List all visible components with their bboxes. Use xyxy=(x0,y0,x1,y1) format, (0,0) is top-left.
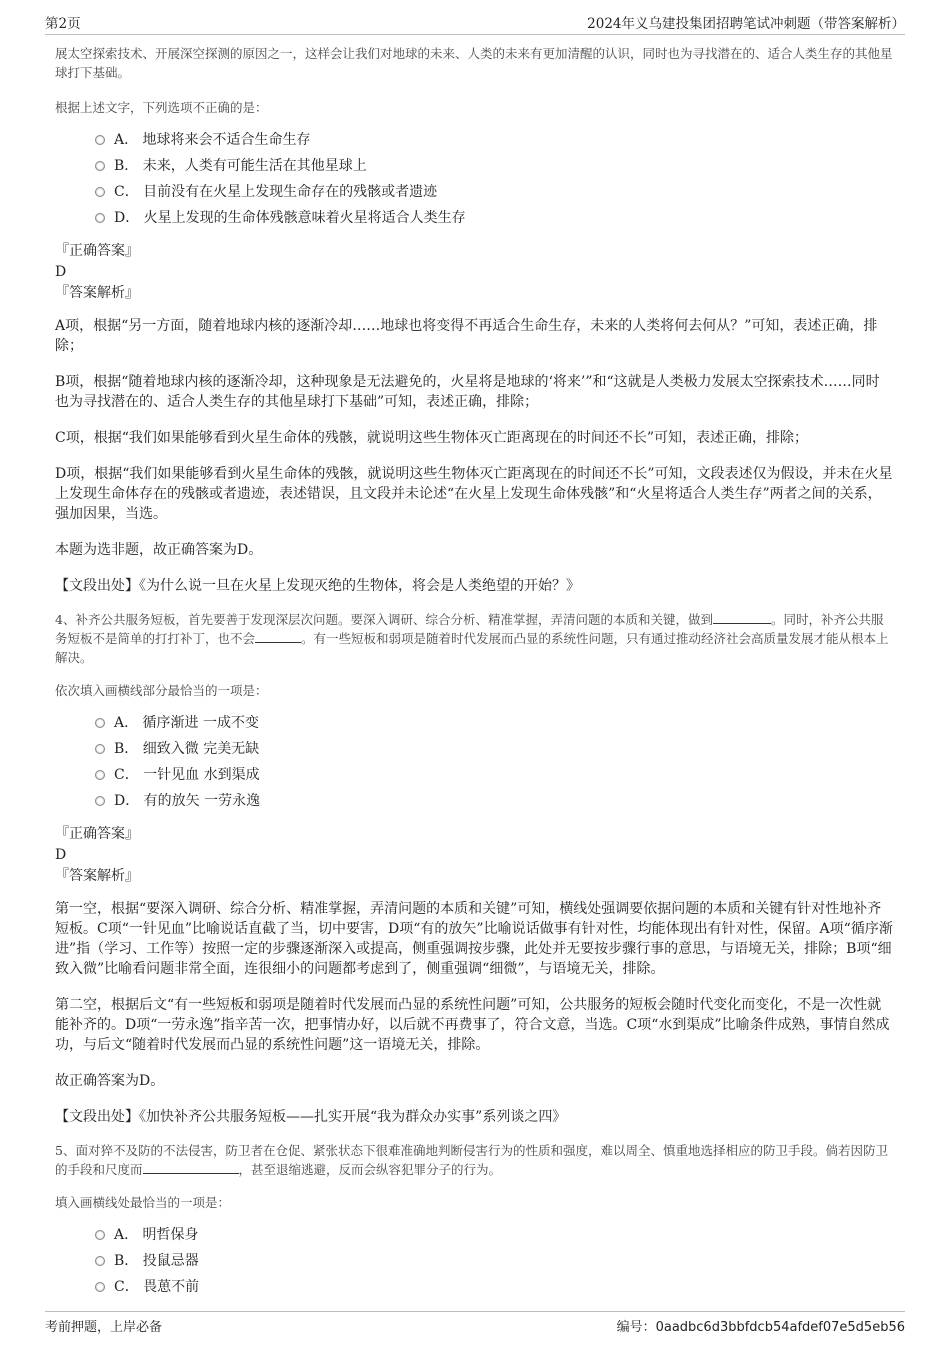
document-title: 2024年义乌建投集团招聘笔试冲刺题（带答案解析） xyxy=(587,16,905,32)
radio-icon[interactable] xyxy=(95,1230,105,1240)
radio-icon[interactable] xyxy=(95,213,105,223)
q3-source: 【文段出处】《为什么说一旦在火星上发现灭绝的生物体，将会是人类绝望的开始？》 xyxy=(55,578,580,594)
q5-option-c[interactable]: C． 畏葸不前 xyxy=(95,1274,893,1300)
page-header xyxy=(45,0,905,35)
answer-blank xyxy=(255,629,301,643)
q4-conclusion: 故正确答案为D。 xyxy=(55,1073,165,1089)
q3-answer-label: 『正确答案』 xyxy=(55,243,139,259)
q4-stem: 4、补齐公共服务短板，首先要善于发现深层次问题。要深入调研、综合分析、精准掌握，弄清问题的本质和关键，做到 。同时，补齐公共服务短板不是简单的打打补丁，也不会 。有一些短板和弱项是随着时代发展而凸显的系统性问题，只有通过推动经济社会高质量发展才能从根本上解决。 xyxy=(55,612,889,665)
radio-icon[interactable] xyxy=(95,770,105,780)
document-code: 编号：0aadbc6d3bbfdcb54afdef07e5d5eb56 xyxy=(616,1320,905,1335)
q5-prompt: 填入画横线处最恰当的一项是： xyxy=(55,1195,231,1210)
q4-options xyxy=(95,710,893,814)
q3-option-c[interactable]: C． 目前没有在火星上发现生命存在的残骸或者遗迹 xyxy=(95,179,893,205)
q3-option-a[interactable]: A． 地球将来会不适合生命生存 xyxy=(95,127,893,153)
q3-prompt: 根据上述文字，下列选项不正确的是： xyxy=(55,100,268,115)
q3-analysis-label: 『答案解析』 xyxy=(55,285,139,301)
radio-icon[interactable] xyxy=(95,796,105,806)
q4-answer: D xyxy=(55,847,67,863)
q4-option-a[interactable]: A． 循序渐进 一成不变 xyxy=(95,710,893,736)
q4-prompt: 依次填入画横线部分最恰当的一项是： xyxy=(55,683,268,698)
q4-analysis-blank-2: 第二空，根据后文“有一些短板和弱项是随着时代发展而凸显的系统性问题”可知，公共服务的短板会随时代变化而变化，不是一次性就能补齐的。D项“一劳永逸”指辛苦一次，把事情办好，以后就不再费事了，符合文意，当选。C项“水到渠成”比喻条件成熟，事情自然成功，与后文“随着时代发展而凸显的系统性问题”这一语境无关，排除。 xyxy=(55,997,890,1053)
q4-analysis-label: 『答案解析』 xyxy=(55,868,139,884)
page-footer xyxy=(45,1311,905,1342)
radio-icon[interactable] xyxy=(95,1282,105,1292)
page-number: 第2页 xyxy=(45,16,81,32)
radio-icon[interactable] xyxy=(95,718,105,728)
q4-option-d[interactable]: D． 有的放矢 一劳永逸 xyxy=(95,788,893,814)
q5-option-b[interactable]: B． 投鼠忌器 xyxy=(95,1248,893,1274)
question-4 xyxy=(55,610,893,1127)
q5-stem: 5、面对猝不及防的不法侵害，防卫者在仓促、紧张状态下很难准确地判断侵害行为的性质和强度，难以周全、慎重地选择相应的防卫手段。倘若因防卫的手段和尺度而 ，甚至退缩逃避，反而会纵容犯罪分子的行为。 xyxy=(55,1143,888,1177)
q4-source: 【文段出处】《加快补齐公共服务短板——扎实开展“我为群众办实事”系列谈之四》 xyxy=(55,1109,567,1125)
q3-analysis-c: C项，根据“我们如果能够看到火星生命体的残骸，就说明这些生物体灭亡距离现在的时间还不长”可知，表述正确，排除； xyxy=(55,430,809,446)
q3-answer: D xyxy=(55,264,67,280)
q3-passage-tail: 展太空探索技术、开展深空探测的原因之一，这样会让我们对地球的未来、人类的未来有更加清醒的认识，同时也为寻找潜在的、适合人类生存的其他星球打下基础。 xyxy=(55,46,893,80)
footer-slogan: 考前押题，上岸必备 xyxy=(45,1320,163,1335)
radio-icon[interactable] xyxy=(95,161,105,171)
radio-icon[interactable] xyxy=(95,1256,105,1266)
q4-option-b[interactable]: B． 细致入微 完美无缺 xyxy=(95,736,893,762)
radio-icon[interactable] xyxy=(95,744,105,754)
question-5 xyxy=(55,1141,893,1300)
q3-analysis-d: D项，根据“我们如果能够看到火星生命体的残骸，就说明这些生物体灭亡距离现在的时间还不长”可知，文段表述仅为假设，并未在火星上发现生命体存在的残骸或者遗迹，表述错误，且文段并未论述“在火星上发现生命体残骸”和“火星将适合人类生存”两者之间的关系，强加因果，当选。 xyxy=(55,466,893,522)
radio-icon[interactable] xyxy=(95,135,105,145)
q4-option-c[interactable]: C． 一针见血 水到渠成 xyxy=(95,762,893,788)
q4-analysis-blank-1: 第一空，根据“要深入调研、综合分析、精准掌握，弄清问题的本质和关键”可知，横线处强调要依据问题的本质和关键有针对性地补齐短板。C项“一针见血”比喻说话直截了当，切中要害，D项“有的放矢”比喻说话做事有针对性，均能体现出有针对性，保留。A项“循序渐进”指（学习、工作等）按照一定的步骤逐渐深入或提高，侧重强调按步骤，此处并无要按步骤行事的意思，与语境无关，排除；B项“细致入微”比喻看问题非常全面，连很细小的问题都考虑到了，侧重强调“细微”，与语境无关，排除。 xyxy=(55,901,893,977)
q3-option-d[interactable]: D． 火星上发现的生命体残骸意味着火星将适合人类生存 xyxy=(95,205,893,231)
answer-blank xyxy=(713,610,771,624)
q3-analysis-a: A项，根据“另一方面，随着地球内核的逐渐冷却……地球也将变得不再适合生命生存，未来的人类将何去何从？”可知，表述正确，排除； xyxy=(55,318,878,354)
answer-blank xyxy=(143,1160,239,1174)
q3-options xyxy=(95,127,893,231)
question-3 xyxy=(55,44,893,596)
q3-option-b[interactable]: B． 未来，人类有可能生活在其他星球上 xyxy=(95,153,893,179)
q5-option-a[interactable]: A． 明哲保身 xyxy=(95,1222,893,1248)
document-content xyxy=(55,44,893,1310)
radio-icon[interactable] xyxy=(95,187,105,197)
q5-options xyxy=(95,1222,893,1300)
q4-answer-label: 『正确答案』 xyxy=(55,826,139,842)
q3-conclusion: 本题为选非题，故正确答案为D。 xyxy=(55,542,263,558)
q3-analysis-b: B项，根据“随着地球内核的逐渐冷却，这种现象是无法避免的，火星将是地球的‘将来’”和“这就是人类极力发展太空探索技术……同时也为寻找潜在的、适合人类生存的其他星球打下基础”可知，表述正确，排除； xyxy=(55,374,880,410)
